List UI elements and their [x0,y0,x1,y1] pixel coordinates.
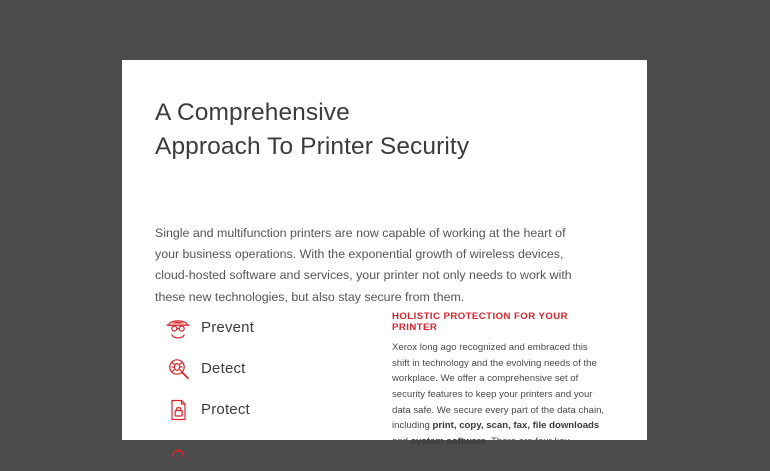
sidebar-body: Xerox long ago recognized and embraced this shift in technology and the evolving needs of the workplace. We offer a comprehensive set of security features to keep your printers and your data safe. We secure every part of the data chain, including print, copy, scan, fax, file downloads and system software. There are four key aspects to our multi-layered approach. [392,342,605,463]
feature-item-protect[interactable] [155,389,392,430]
magnifier-bug-icon [155,354,201,384]
page-title-line-2: Approach To Printer Security [155,132,470,160]
hacker-icon [155,313,201,343]
sidebar-heading: HOLISTIC PROTECTION FOR YOUR PRINTER [392,311,569,333]
content-columns [155,307,617,471]
document-page [122,60,647,463]
feature-label-protect: Protect [201,401,250,418]
feature-item-detect[interactable] [155,348,392,389]
feature-label-prevent: Prevent [201,319,255,336]
partial-icon [155,444,201,458]
page-title-line-1: A Comprehensive [155,99,350,126]
page-content [155,60,617,463]
sidebar-panel [392,307,605,471]
feature-label-detect: Detect [201,360,246,377]
document-lock-icon [155,395,201,425]
feature-item-partial[interactable] [155,430,392,471]
feature-list [155,307,392,471]
page-title [155,60,555,164]
feature-item-prevent[interactable] [155,307,392,348]
intro-paragraph: Single and multifunction printers are now capable of working at the heart of your business operations. With the exponential growth of wireless devices, cloud-hosted software and services, your printer not only needs to work with these new technologies, but also stay secure from them. [155,225,572,304]
